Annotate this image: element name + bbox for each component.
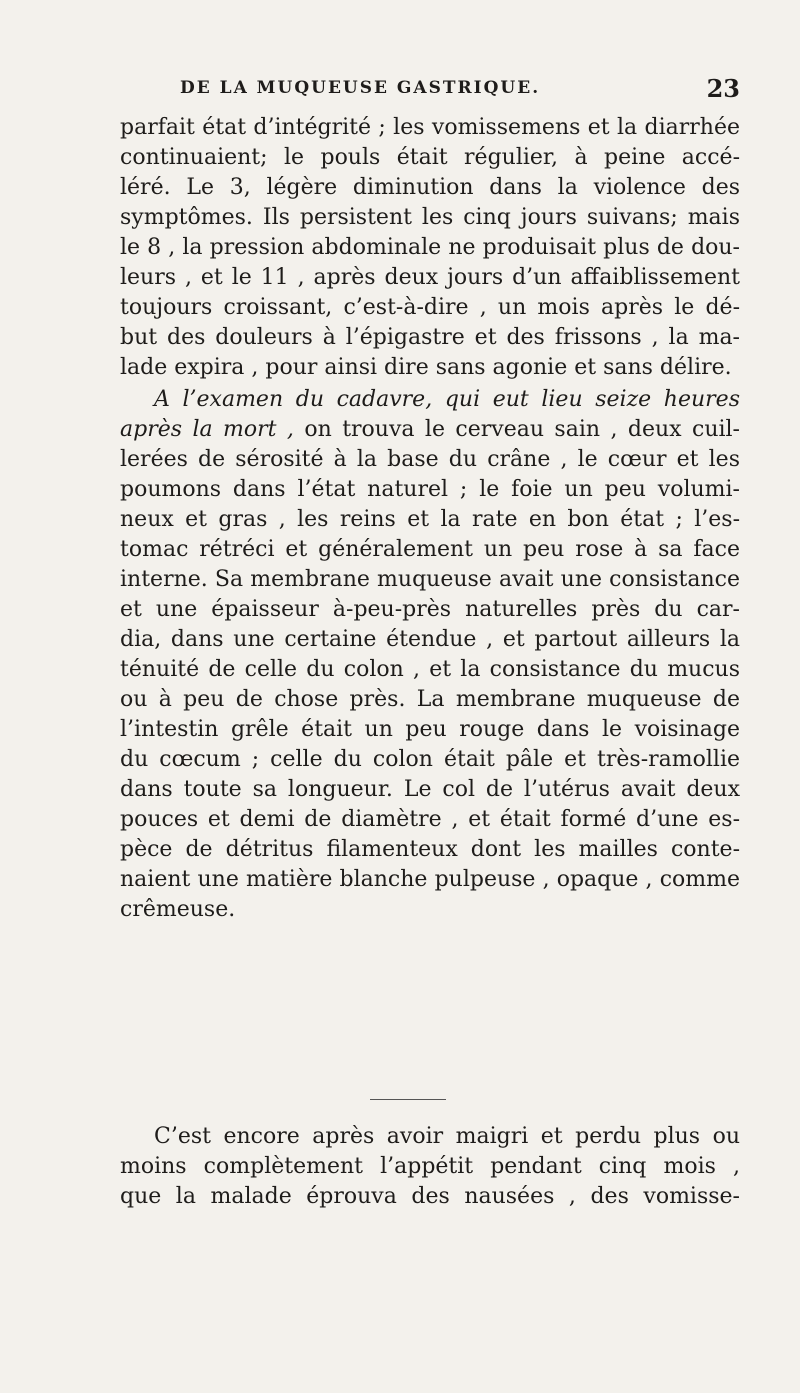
running-head bbox=[120, 74, 740, 108]
italic-phrase: A l’examen du cadavre, qui eut lieu seize heures bbox=[154, 387, 740, 412]
text-line: ou à peu de chose près. La membrane muqueuse de bbox=[120, 687, 740, 712]
text-line: symptômes. Ils persistent les cinq jours suivans; mais bbox=[120, 205, 740, 230]
text-line: neux et gras , les reins et la rate en bon état ; l’es- bbox=[120, 507, 740, 532]
paragraph-3 bbox=[120, 1122, 740, 1212]
text-line: leurs , et le 11 , après deux jours d’un affaiblissement bbox=[120, 265, 740, 290]
text-line: l’intestin grêle était un peu rouge dans le voisinage bbox=[120, 717, 740, 742]
text-line: dia, dans une certaine étendue , et partout ailleurs la bbox=[120, 627, 740, 652]
text-line: et une épaisseur à-peu-près naturelles près du car- bbox=[120, 597, 740, 622]
text-line: que la malade éprouva des nausées , des vomisse- bbox=[120, 1184, 740, 1209]
text-line: lade expira , pour ainsi dire sans agonie et sans délire. bbox=[120, 355, 732, 380]
text-line: pèce de détritus filamenteux dont les mailles conte- bbox=[120, 837, 740, 862]
text-line: interne. Sa membrane muqueuse avait une consistance bbox=[120, 567, 740, 592]
text-line: du cœcum ; celle du colon était pâle et très-ramollie bbox=[120, 747, 740, 772]
italic-phrase: après la mort , bbox=[120, 417, 294, 442]
section-divider bbox=[370, 1099, 446, 1100]
text-line: pouces et demi de diamètre , et était formé d’une es- bbox=[120, 807, 740, 832]
text-line: naient une matière blanche pulpeuse , opaque , comme bbox=[120, 867, 740, 892]
text-line: poumons dans l’état naturel ; le foie un peu volumi- bbox=[120, 477, 740, 502]
paragraph-1 bbox=[120, 113, 740, 383]
text-line: léré. Le 3, légère diminution dans la violence des bbox=[120, 175, 740, 200]
text-line: moins complètement l’appétit pendant cinq mois , bbox=[120, 1154, 740, 1179]
text-line: parfait état d’intégrité ; les vomissemens et la diarrhée bbox=[120, 115, 740, 140]
text-line: le 8 , la pression abdominale ne produisait plus de dou- bbox=[120, 235, 740, 260]
running-title: DE LA MUQUEUSE GASTRIQUE. bbox=[180, 78, 541, 98]
text-line: but des douleurs à l’épigastre et des frissons , la ma- bbox=[120, 325, 740, 350]
text-line: toujours croissant, c’est-à-dire , un mois après le dé- bbox=[120, 295, 740, 320]
page-number: 23 bbox=[706, 74, 740, 103]
text-line: crêmeuse. bbox=[120, 897, 236, 922]
text-line: C’est encore après avoir maigri et perdu plus ou bbox=[154, 1124, 740, 1149]
text-line: tomac rétréci et généralement un peu rose à sa face bbox=[120, 537, 740, 562]
text-line bbox=[120, 415, 740, 445]
text-line: continuaient; le pouls était régulier, à peine accé- bbox=[120, 145, 740, 170]
text-run: on trouva le cerveau sain , deux cuil- bbox=[293, 417, 740, 442]
text-line: ténuité de celle du colon , et la consistance du mucus bbox=[120, 657, 740, 682]
text-line: dans toute sa longueur. Le col de l’utérus avait deux bbox=[120, 777, 740, 802]
text-line bbox=[120, 385, 740, 415]
text-line: lerées de sérosité à la base du crâne , le cœur et les bbox=[120, 447, 740, 472]
paragraph-2 bbox=[120, 385, 740, 925]
